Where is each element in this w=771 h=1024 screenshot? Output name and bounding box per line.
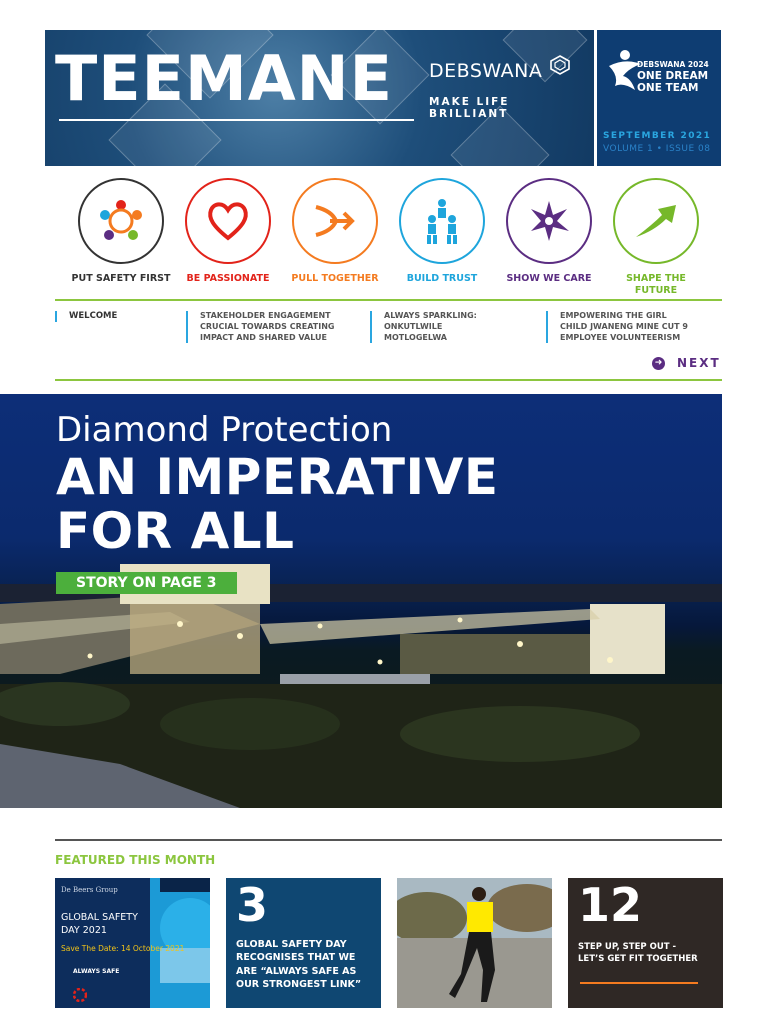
care-splash-icon	[506, 178, 592, 264]
card-page-number: 12	[578, 878, 643, 932]
campaign-line-one-dream: ONE DREAM	[637, 70, 709, 82]
card-title: GLOBAL SAFETY DAY 2021	[61, 912, 138, 936]
card-text: STEP UP, STEP OUT - LET’S GET FIT TOGETHER	[578, 942, 698, 964]
upward-arrow-icon	[613, 178, 699, 264]
value-label: PUT SAFETY FIRST	[71, 273, 171, 284]
next-page-button[interactable]	[652, 356, 721, 370]
featured-card-global-safety-day[interactable]	[55, 878, 210, 1008]
value-be-passionate[interactable]	[176, 178, 280, 285]
featured-card-page-3[interactable]	[226, 878, 381, 1008]
hero-kicker: Diamond Protection	[56, 410, 393, 450]
value-show-we-care[interactable]	[497, 178, 601, 285]
toc-welcome[interactable]: WELCOME	[55, 311, 175, 322]
value-shape-the-future[interactable]	[604, 178, 708, 298]
value-label: SHAPE THE FUTURE	[626, 273, 686, 297]
campaign-line-one-team: ONE TEAM	[637, 82, 699, 94]
next-label: NEXT	[677, 356, 721, 370]
diamond-logo-icon	[549, 54, 571, 76]
brand-name: DEBSWANA	[429, 60, 543, 82]
face-mask-illustration-icon	[150, 878, 210, 1008]
value-label: BE PASSIONATE	[186, 273, 270, 284]
masthead-banner	[45, 30, 594, 166]
featured-title: FEATURED THIS MONTH	[55, 853, 216, 867]
value-build-trust[interactable]	[390, 178, 494, 285]
brand-tagline: MAKE LIFE BRILLIANT	[429, 96, 510, 120]
toc-stakeholder-engagement[interactable]: STAKEHOLDER ENGAGEMENT CRUCIAL TOWARDS CREATING IMPACT AND SHARED VALUE	[186, 311, 346, 343]
card-footer: ALWAYS SAFE	[73, 968, 120, 975]
story-on-page-3-button[interactable]: STORY ON PAGE 3	[56, 572, 237, 594]
arrow-right-icon: ➜	[652, 357, 665, 370]
publication-title: TEEMANE	[55, 42, 393, 115]
hero-headline	[56, 450, 499, 558]
hero-feature	[0, 394, 722, 808]
hero-headline-line2: FOR ALL	[56, 502, 295, 560]
title-underline	[59, 119, 414, 121]
value-label: PULL TOGETHER	[291, 273, 379, 284]
sdg-wheel-icon	[73, 988, 87, 1002]
card-brand: De Beers Group	[61, 886, 118, 894]
featured-divider	[55, 839, 722, 841]
value-label: SHOW WE CARE	[506, 273, 592, 284]
campaign-year: DEBSWANA 2024	[637, 60, 709, 69]
value-pull-together[interactable]	[283, 178, 387, 285]
featured-card-jogger-photo[interactable]	[397, 878, 552, 1008]
toc-bottom-divider	[55, 379, 722, 381]
card-save-date: Save The Date: 14 October 2021	[61, 944, 185, 953]
campaign-box	[597, 30, 721, 166]
toc-empowering-girl-child[interactable]: EMPOWERING THE GIRL CHILD JWANENG MINE CUT 9 EMPLOYEE VOLUNTEERISM	[546, 311, 696, 343]
card-underline	[580, 982, 698, 984]
human-pyramid-icon	[399, 178, 485, 264]
value-label: BUILD TRUST	[406, 273, 478, 284]
value-put-safety-first[interactable]	[69, 178, 173, 285]
converging-arrow-icon	[292, 178, 378, 264]
jogger-photo	[397, 878, 552, 1008]
card-text: GLOBAL SAFETY DAY RECOGNISES THAT WE ARE “ALWAYS SAFE AS OUR STRONGEST LINK”	[236, 939, 362, 990]
featured-card-page-12[interactable]	[568, 878, 723, 1008]
issue-volume: VOLUME 1 • ISSUE 08	[603, 144, 711, 154]
toc-always-sparkling[interactable]: ALWAYS SPARKLING: ONKUTLWILE MOTLOGELWA	[370, 311, 505, 343]
mine-plant-photo	[0, 564, 722, 808]
issue-date: SEPTEMBER 2021	[603, 131, 712, 141]
hero-headline-line1: AN IMPERATIVE	[56, 448, 499, 506]
heart-icon	[185, 178, 271, 264]
people-circle-icon	[78, 178, 164, 264]
card-page-number: 3	[236, 878, 269, 932]
toc-top-divider	[55, 299, 722, 301]
